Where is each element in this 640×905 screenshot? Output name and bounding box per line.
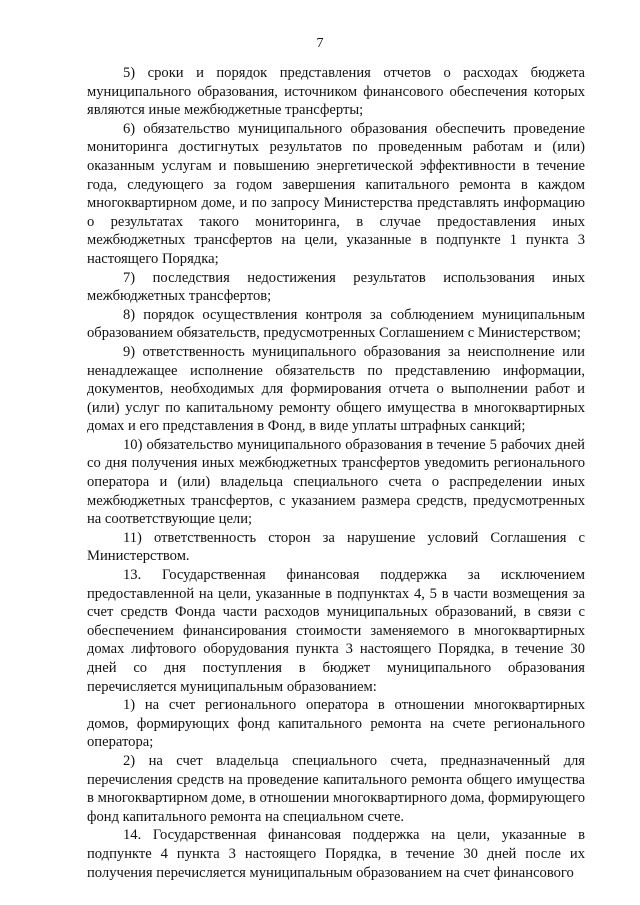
paragraph-subitem-1: 1) на счет регионального оператора в отношении многоквартирных домов, формирующих фонд капитального ремонта на счете регионального оператора; [87,697,585,751]
paragraph-item-7: 7) последствия недостижения результатов использования иных межбюджетных трансфертов; [87,269,585,305]
paragraph-item-10: 10) обязательство муниципального образования в течение 5 рабочих дней со дня получения иных межбюджетных трансфертов уведомить регионального оператора и (или) владельца специального счета о распределении иных межбюджетных трансфертов, с указанием размера средств, предусмотренных на соответствующие цели; [87,436,585,528]
paragraph-item-5: 5) сроки и порядок представления отчетов о расходах бюджета муниципального образования, источником финансового обеспечения которых являются иные межбюджетные трансферты; [87,65,585,119]
page-number: 7 [316,36,324,51]
paragraph-clause-13: 13. Государственная финансовая поддержка за исключением предоставленной на цели, указанные в подпунктах 4, 5 в части возмещения за счет средств Фонда части расходов муниципальных образований, в связи с обеспечением финансирования стоимости заменяемого в многоквартирных домах лифтового оборудования пункта 3 настоящего Порядка, в течение 30 дней со дня поступления в бюджет муниципального образования перечисляется муниципальным образованием: [87,567,585,695]
paragraph-item-6: 6) обязательство муниципального образования обеспечить проведение мониторинга достигнутых результатов по проведенным работам и (или) оказанным услугам и повышению энергетической эффективности в течение года, следующего за годом завершения капитального ремонта в каждом многоквартирном доме, и по запросу Министерства представлять информацию о результатах такого мониторинга, в случае предоставления иных межбюджетных трансфертов на цели, указанные в подпункте 1 пункта 3 настоящего Порядка; [87,120,585,267]
paragraph-clause-14: 14. Государственная финансовая поддержка на цели, указанные в подпункте 4 пункта 3 настоящего Порядка, в течение 30 дней после их получения перечисляется муниципальным образованием на счет финансового [87,827,585,881]
paragraph-item-11: 11) ответственность сторон за нарушение условий Соглашения с Министерством. [87,529,585,565]
paragraph-subitem-2: 2) на счет владельца специального счета, предназначенный для перечисления средств на проведение капитального ремонта общего имущества в многоквартирном доме, в отношении многоквартирного дома, формирующего фонд капитального ремонта на специальном счете. [87,752,585,825]
paragraph-item-9: 9) ответственность муниципального образования за неисполнение или ненадлежащее исполнение обязательств по представлению информации, документов, необходимых для формирования отчета о выполнении работ и (или) услуг по капитальному ремонту общего имущества в многоквартирных домах и его представления в Фонд, в виде уплаты штрафных санкций; [87,343,585,435]
document-body [87,64,585,882]
paragraph-item-8: 8) порядок осуществления контроля за соблюдением муниципальным образованием обязательств, предусмотренных Соглашением с Министерством; [87,306,585,342]
